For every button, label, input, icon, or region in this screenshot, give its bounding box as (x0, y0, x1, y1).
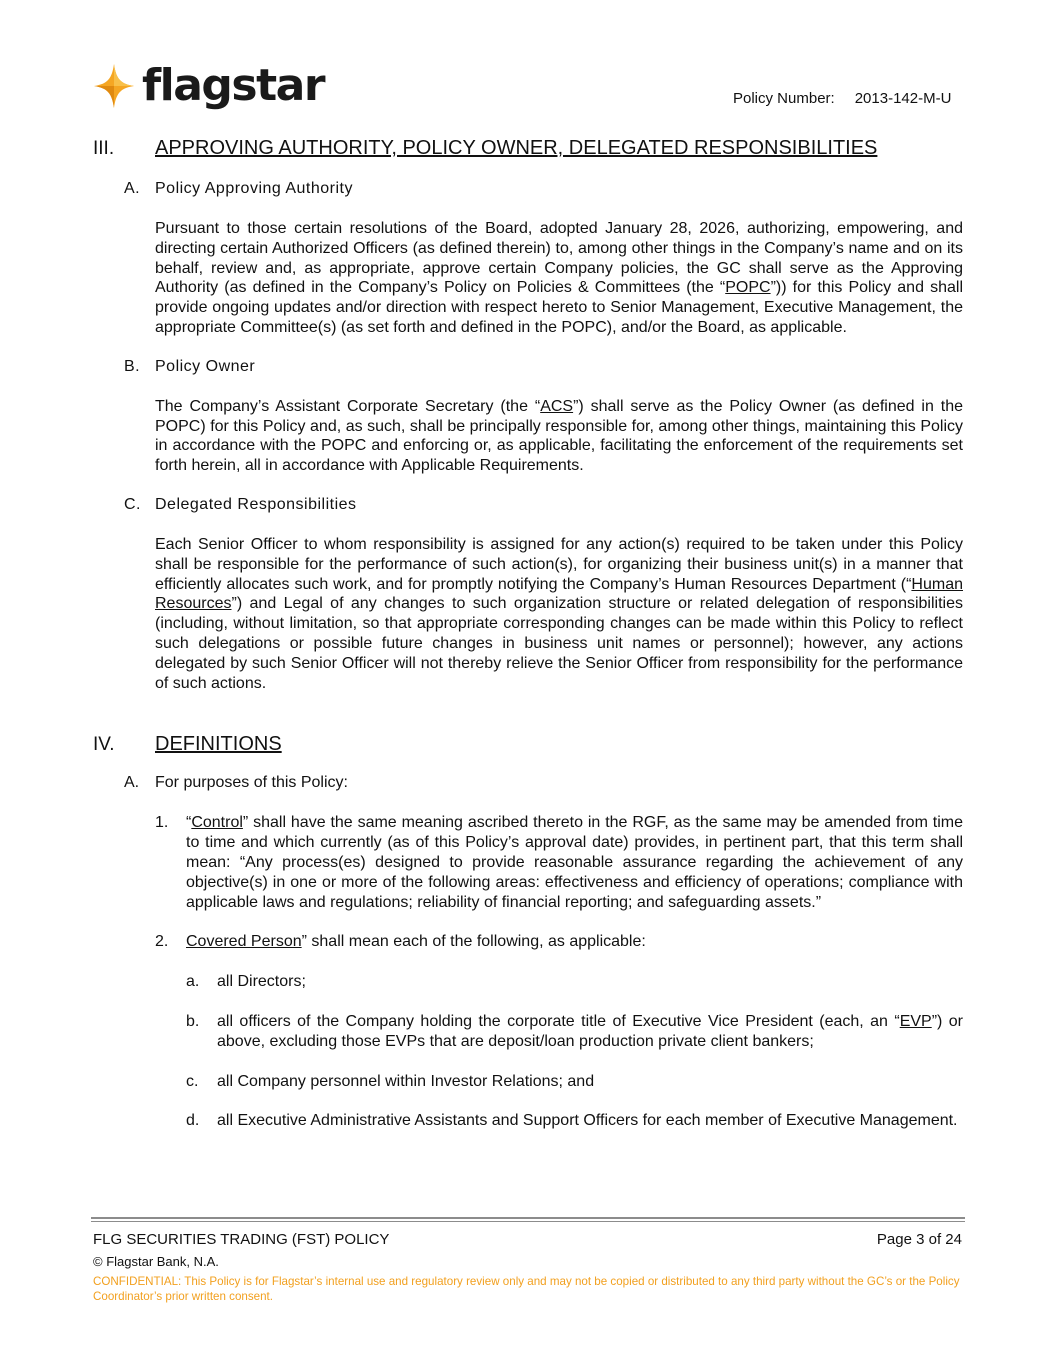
policy-number-value: 2013-142-M-U (854, 90, 952, 107)
list-number: 2. (155, 933, 169, 951)
defined-term: ACS (540, 397, 574, 415)
document-body (93, 135, 963, 1131)
subsection-number: C. (124, 495, 141, 513)
section-number: IV. (93, 734, 115, 756)
list-item: 1. “Control” shall have the same meaning ascribed thereto in the RGF, as the same may be amended from time to time and which currently (as of this Policy’s approval date) provides, in pertinent part, that this term shall mean: “Any process(es) designed to provide reasonable assurance regarding the achievement of any objective(s) in one or more of the following areas: effectiveness and efficiency of operations; compliance with applicable laws and regulations; reliability of financial reporting; and safeguarding assets.” (155, 814, 963, 911)
subsection-number: B. (124, 357, 141, 375)
defined-term: Human Resources (155, 575, 963, 613)
subsection-title: For purposes of this Policy: (155, 774, 348, 792)
defined-term: EVP (899, 1012, 932, 1030)
subsection-heading (124, 496, 963, 514)
footer-divider (91, 1221, 965, 1222)
defined-term: POPC (725, 279, 771, 297)
section-heading (93, 733, 963, 756)
subsection-title: Policy Owner (155, 357, 256, 375)
list-letter: c. (186, 1072, 199, 1090)
section-title: APPROVING AUTHORITY, POLICY OWNER, DELEGATED RESPONSIBILITIES (155, 137, 878, 159)
defined-term: Covered Person (186, 933, 302, 951)
policy-number (733, 90, 951, 107)
policy-number-label: Policy Number: (733, 90, 835, 107)
subsection-number: A. (124, 180, 141, 197)
footer-divider (91, 1217, 965, 1219)
paragraph: Pursuant to those certain resolutions of the Board, adopted January 28, 2026, authorizing, empowering, and directing certain Authorized Officers (as defined therein) to, among other things in the Company’s name and on its behalf, review and, as appropriate, approve certain Company policies, the GC shall serve as the Approving Authority (as defined in the Company’s Policy on Policies & Committees (the “POPC”)) for this Policy and shall provide ongoing updates and/or direction with respect hereto to Senior Management, Executive Management, the appropriate Committee(s) (as set forth and defined in the POPC), and/or the Board, as applicable. (155, 220, 963, 336)
footer-title: FLG SECURITIES TRADING (FST) POLICY (93, 1231, 390, 1248)
subsection-title: Policy Approving Authority (155, 180, 353, 197)
page-number: Page 3 of 24 (876, 1231, 962, 1248)
sub-list-item: d. all Executive Administrative Assistants and Support Officers for each member of Executive Management. (186, 1112, 958, 1130)
subsection-heading (124, 774, 963, 792)
sub-list-item: c. all Company personnel within Investor Relations; and (186, 1072, 595, 1090)
list-item: 2. Covered Person” shall mean each of the following, as applicable: (155, 933, 646, 951)
flagstar-star-icon (92, 62, 136, 110)
list-letter: b. (186, 1012, 200, 1030)
subsection-title: Delegated Responsibilities (155, 495, 357, 513)
defined-term: Control (191, 814, 243, 832)
flagstar-logo (92, 58, 324, 114)
paragraph: Each Senior Officer to whom responsibility is assigned for any action(s) required to be taken under this Policy shall be responsible for the performance of such action(s), for organizing their business unit(s) in a manner that efficiently allocates such work, and for promptly notifying the Company’s Human Resources Department (“Human Resources”) and Legal of any changes to such organization structure or related delegation of responsibilities (including, without limitation, so that appropriate corresponding changes can be made within this Policy to reflect such delegations or possible future changes in business unit names or personnel); however, any actions delegated by such Senior Officer will not thereby relieve the Senior Officer from responsibility for the performance of such actions. (155, 535, 963, 692)
copyright: © Flagstar Bank, N.A. (93, 1254, 219, 1269)
section-heading (93, 137, 963, 160)
logo-wordmark: flagstar (142, 60, 325, 111)
list-number: 1. (155, 814, 169, 832)
subsection-heading (124, 358, 963, 376)
list-letter: d. (186, 1112, 200, 1130)
sub-list-item: b. all officers of the Company holding the corporate title of Executive Vice President (each, an “EVP”) or above, excluding those EVPs that are deposit/loan production private client bankers; (186, 1012, 964, 1050)
section-title: DEFINITIONS (155, 733, 282, 756)
confidential-notice: CONFIDENTIAL: This Policy is for Flagstar’s internal use and regulatory review only and may not be copied or distributed to any third party without the GC’s or the Policy Coordinator’s prior written consent. (93, 1275, 960, 1303)
subsection-number: A. (124, 774, 140, 792)
sub-list-item: a. all Directors; (186, 973, 306, 991)
list-letter: a. (186, 973, 200, 991)
subsection-heading (124, 180, 963, 198)
paragraph: The Company’s Assistant Corporate Secretary (the “ACS”) shall serve as the Policy Owner (as defined in the POPC) for this Policy and, as such, shall be principally responsible for, among other things, maintaining this Policy in accordance with the POPC and enforcing or, as applicable, facilitating the enforcement of the requirements set forth herein, all in accordance with Applicable Requirements. (155, 397, 964, 475)
section-number: III. (93, 138, 115, 159)
